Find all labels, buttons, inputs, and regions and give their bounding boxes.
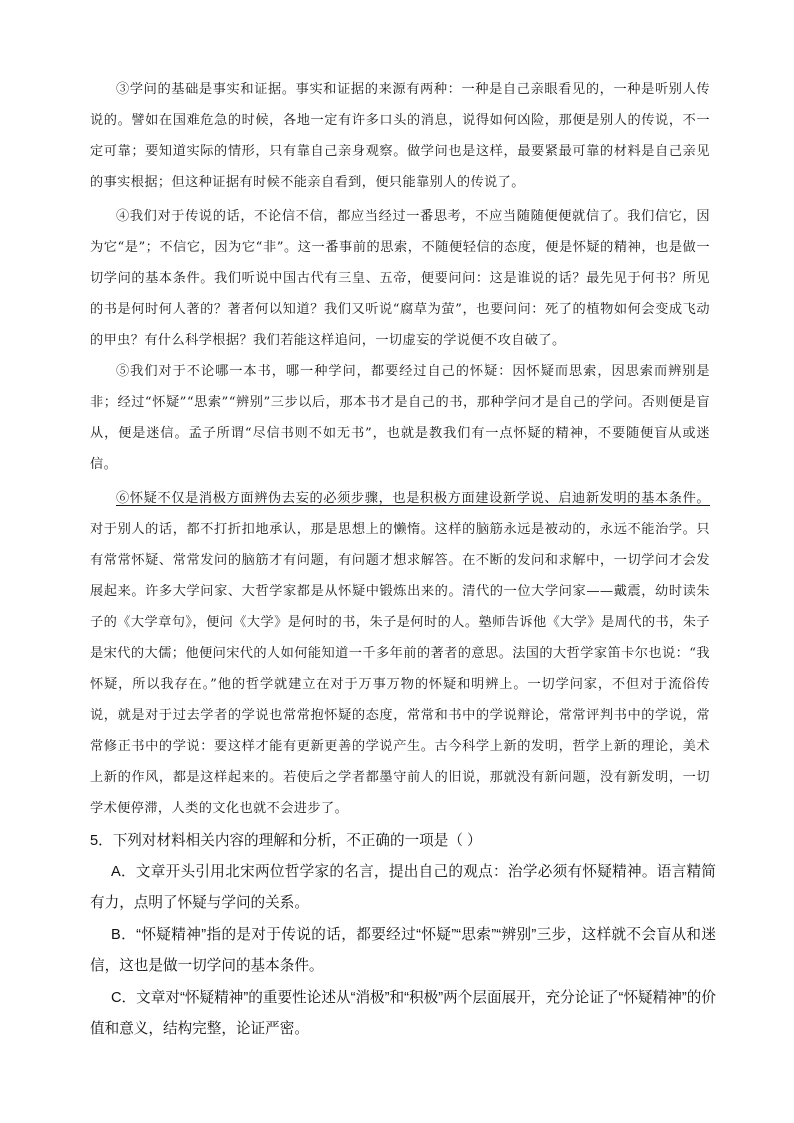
question-5-option-c: C．文章对“怀疑精神”的重要性论述从“消极”和“积极”两个层面展开，充分论证了“怀疑精神”的价值和意义，结构完整，论证严密。 — [90, 990, 716, 1037]
paragraph-3 — [90, 74, 710, 198]
paragraph-6 — [90, 483, 710, 824]
paragraph-4-text: ④我们对于传说的话，不论信不信，都应当经过一番思考，不应当随随便便就信了。我们信它，因为它“是”；不信它，因为它“非”。这一番事前的思索，不随便轻信的态度，便是怀疑的精神，也是做一切学问的基本条件。我们听说中国古代有三皇、五帝，便要问问：这是谁说的话？最先见于何书？所见的书是何时何人著的？著者何以知道？我们又听说“腐草为萤”，也要问问：死了的植物如何会变成飞动的甲虫？有什么科学根据？我们若能这样追问，一切虚妄的学说便不攻自破了。 — [90, 209, 710, 348]
paragraph-5-text: ⑤我们对于不论哪一本书，哪一种学问，都要经过自己的怀疑：因怀疑而思索，因思索而辨别是非；经过“怀疑”“思索”“辨别”三步以后，那本书才是自己的书，那种学问才是自己的学问。否则便是盲从，便是迷信。孟子所谓“尽信书则不如无书”，也就是教我们有一点怀疑的精神，不要随便盲从或迷信。 — [90, 364, 710, 472]
paragraph-3-text: ③学问的基础是事实和证据。事实和证据的来源有两种：一种是自己亲眼看见的，一种是听别人传说的。譬如在国难危急的时候，各地一定有许多口头的消息，说得如何凶险，那便是别人的传说，不一定可靠；要知道实际的情形，只有靠自己亲身观察。做学问也是这样，最要紧最可靠的材料是自己亲见的事实根据；但这种证据有时候不能亲自看到，便只能靠别人的传说了。 — [90, 82, 710, 190]
paragraph-4 — [90, 201, 710, 356]
paragraph-6-underlined-sentence: ⑥怀疑不仅是消极方面辨伪去妄的必须步骤，也是积极方面建设新学说、启迪新发明的基本条件。 — [116, 491, 710, 506]
paragraph-5 — [90, 356, 710, 480]
paragraph-6-text: 对于别人的话，都不打折扣地承认，那是思想上的懒惰。这样的脑筋永远是被动的，永远不能治学。只有常常怀疑、常常发问的脑筋才有问题，有问题才想求解答。在不断的发问和求解中，一切学问才会发展起来。许多大学问家、大哲学家都是从怀疑中锻炼出来的。清代的一位大学问家——戴震，幼时读朱子的《大学章句》，便问《大学》是何时的书，朱子是何时的人。塾师告诉他《大学》是周代的书，朱子是宋代的大儒；他便问宋代的人如何能知道一千多年前的著者的意思。法国的大哲学家笛卡尔也说：“我怀疑，所以我存在。”他的哲学就建立在对于万事万物的怀疑和明辨上。一切学问家，不但对于流俗传说，就是对于过去学者的学说也常常抱怀疑的态度，常常和书中的学说辩论，常常评判书中的学说，常常修正书中的学说：要这样才能有更新更善的学说产生。古今科学上新的发明，哲学上新的理论，美术上新的作风，都是这样起来的。若使后之学者都墨守前人的旧说，那就没有新问题，没有新发明，一切学术便停滞，人类的文化也就不会进步了。 — [90, 522, 710, 816]
question-5-stem: 5．下列对材料相关内容的理解和分析，不正确的一项是（ ） — [90, 833, 482, 849]
question-5-option-b: B．“怀疑精神”指的是对于传说的话，都要经过“怀疑”“思索”“辨别”三步，这样就不会盲从和迷信，这也是做一切学问的基本条件。 — [90, 927, 716, 974]
question-5-option-a: A．文章开头引用北宋两位哲学家的名言，提出自己的观点：治学必须有怀疑精神。语言精简有力，点明了怀疑与学问的关系。 — [90, 864, 716, 911]
